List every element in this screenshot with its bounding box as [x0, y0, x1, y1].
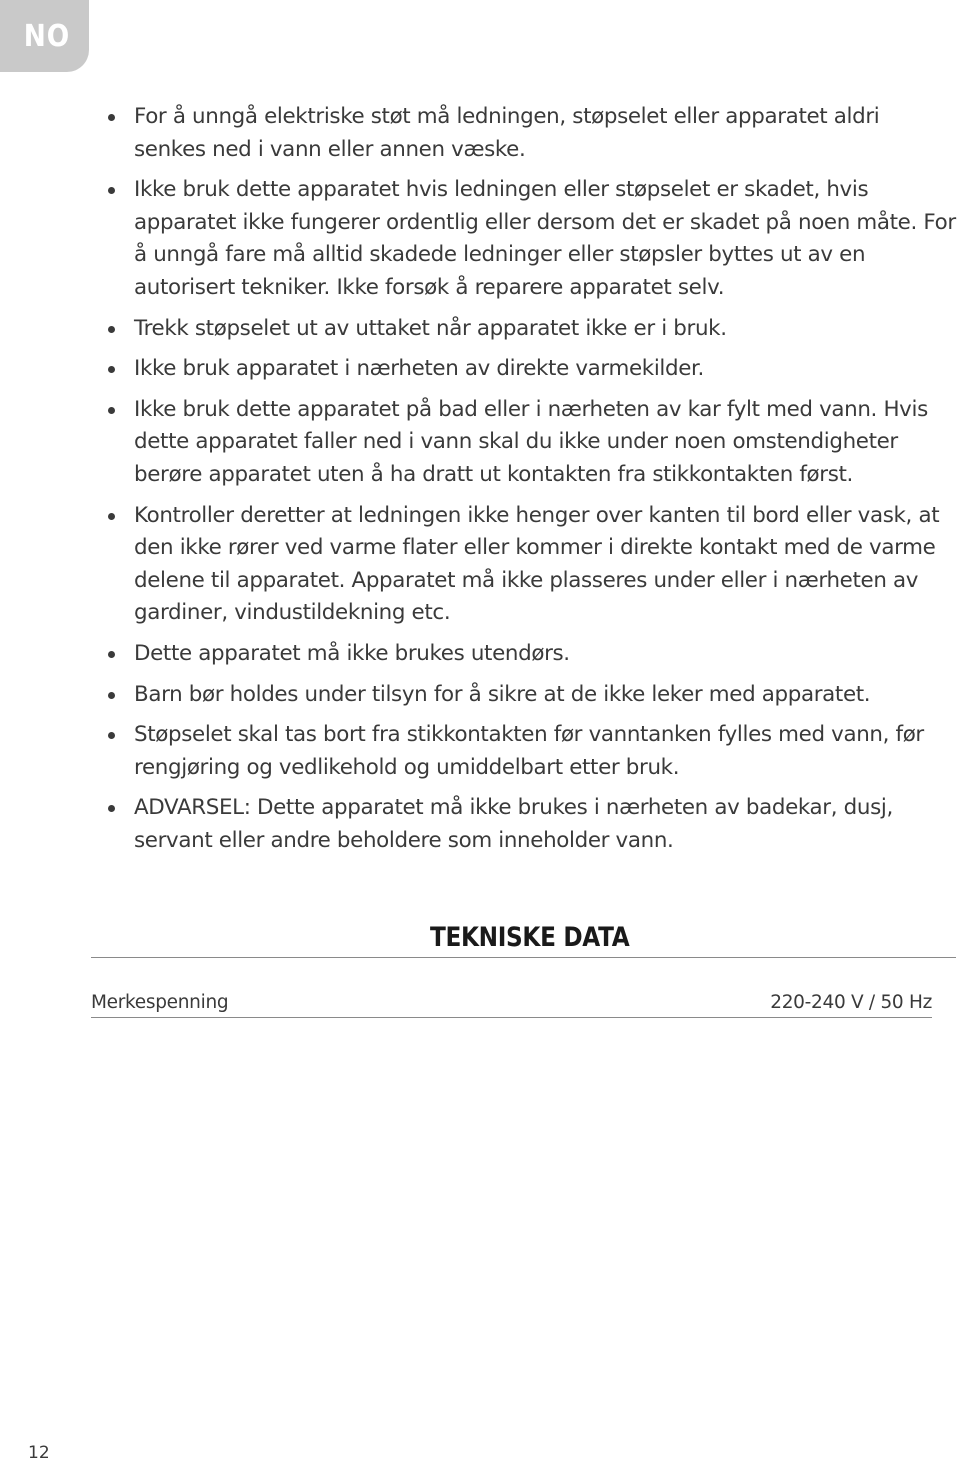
bullet-icon — [108, 114, 115, 121]
bullet-icon — [108, 651, 115, 658]
bullet-icon — [108, 187, 115, 194]
language-tab-label: NO — [23, 18, 71, 54]
spec-label: Merkespenning — [91, 991, 229, 1013]
list-item-text: For å unngå elektriske støt må ledningen, støpselet eller apparatet aldri senkes ned i vann eller annen væske. — [134, 104, 880, 162]
list-item-text: Dette apparatet må ikke brukes utendørs. — [134, 640, 570, 666]
bullet-icon — [108, 407, 115, 414]
list-item — [106, 313, 956, 346]
page-number: 12 — [28, 1443, 50, 1463]
list-item — [106, 500, 956, 630]
list-item — [106, 353, 956, 386]
list-item — [106, 679, 956, 712]
list-item-text: Støpselet skal tas bort fra stikkontakten før vanntanken fylles med vann, før rengjøring og vedlikehold og umiddelbart etter bruk. — [134, 722, 924, 780]
section-title: TEKNISKE DATA — [430, 922, 630, 953]
list-item-text: Barn bør holdes under tilsyn for å sikre at de ikke leker med apparatet. — [134, 681, 871, 707]
bullet-icon — [108, 732, 115, 739]
bullet-icon — [108, 366, 115, 373]
spec-row — [91, 987, 932, 1018]
list-item-text: ADVARSEL: Dette apparatet må ikke brukes i nærheten av badekar, dusj, servant eller andre beholdere som inneholder vann. — [134, 795, 893, 853]
divider — [91, 957, 956, 958]
list-item — [106, 174, 956, 304]
safety-instructions-list — [106, 101, 956, 865]
list-item-text: Trekk støpselet ut av uttaket når apparatet ikke er i bruk. — [134, 315, 727, 341]
list-item — [106, 719, 956, 784]
bullet-icon — [108, 326, 115, 333]
list-item-text: Kontroller deretter at ledningen ikke henger over kanten til bord eller vask, at den ikke rører ved varme flater eller kommer i direkte kontakt med de varme delene til apparatet. Apparatet må ikke plasseres under eller i nærheten av gardiner, vindustildekning etc. — [134, 502, 940, 626]
list-item — [106, 394, 956, 492]
list-item-text: Ikke bruk dette apparatet hvis ledningen eller støpselet er skadet, hvis apparatet ikke fungerer ordentlig eller dersom det er skadet på noen måte. For å unngå fare må alltid skadede ledninger eller støpsler byttes ut av en autorisert tekniker. Ikke forsøk å reparere apparatet selv. — [134, 177, 956, 300]
language-tab — [0, 0, 89, 72]
list-item — [106, 101, 956, 166]
bullet-icon — [108, 513, 115, 520]
bullet-icon — [108, 692, 115, 699]
list-item — [106, 638, 956, 671]
list-item — [106, 792, 956, 857]
bullet-icon — [108, 805, 115, 812]
list-item-text: Ikke bruk apparatet i nærheten av direkte varmekilder. — [134, 356, 704, 382]
list-item-text: Ikke bruk dette apparatet på bad eller i nærheten av kar fylt med vann. Hvis dette apparatet faller ned i vann skal du ikke under noen omstendigheter berøre apparatet uten å ha dratt ut kontakten fra stikkontakten først. — [134, 396, 928, 487]
spec-value: 220-240 V / 50 Hz — [770, 991, 932, 1013]
